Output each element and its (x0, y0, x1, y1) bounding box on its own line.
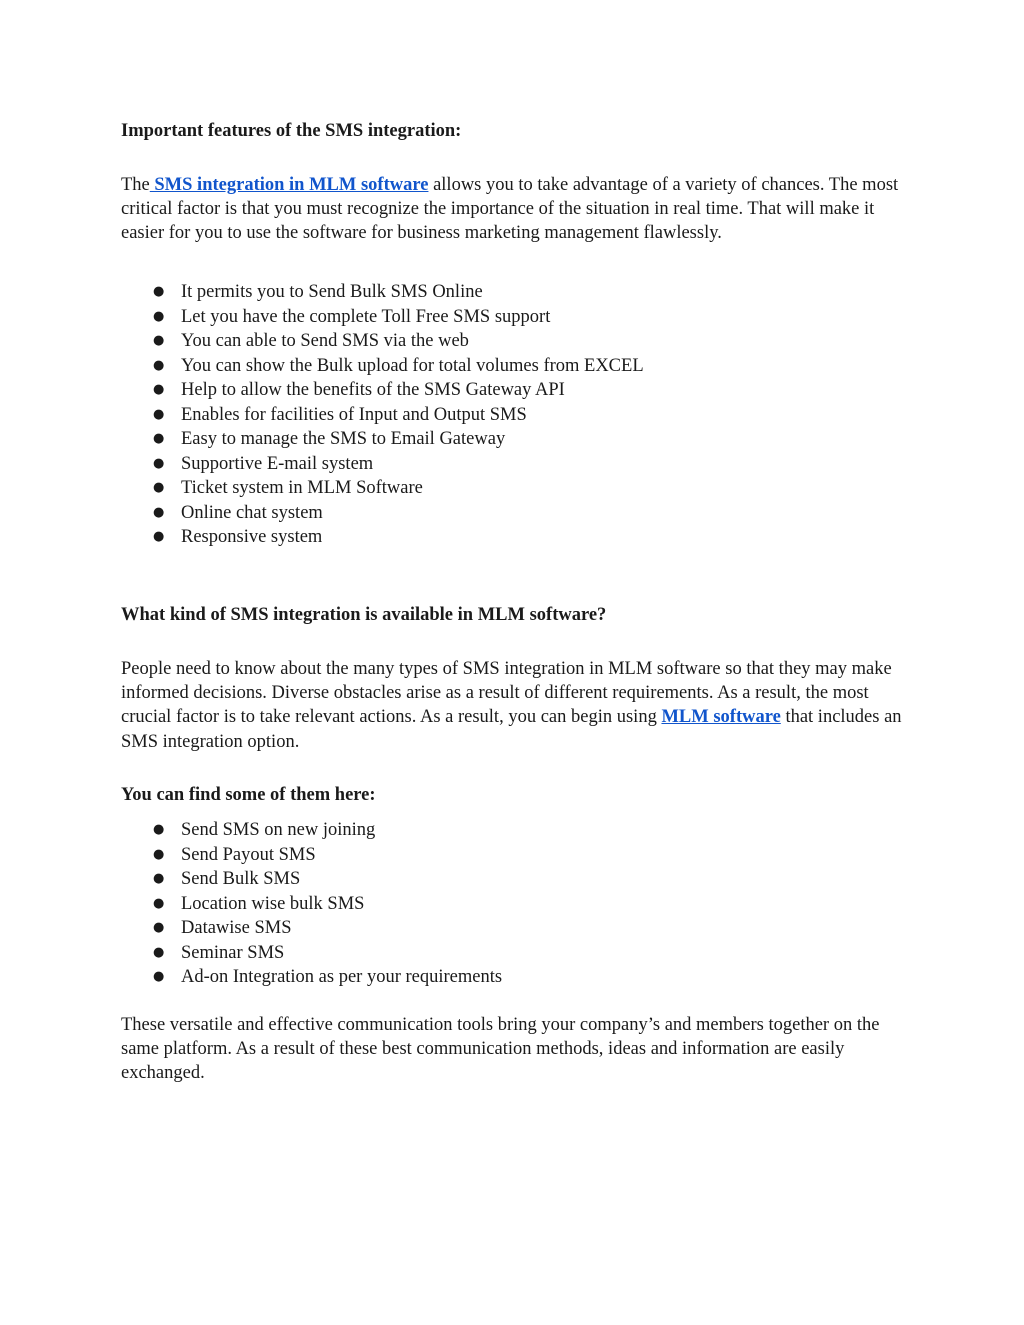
sms-type-list (121, 818, 502, 990)
bullet-icon: ● (153, 333, 165, 348)
bullet-icon: ● (153, 846, 165, 862)
list-item-text: Let you have the complete Toll Free SMS support (181, 306, 551, 327)
list-item-text: Online chat system (181, 502, 323, 523)
intro-suffix: allows you to take advantage of a variety of chances. The most critical factor is that you must recognize the importance of the situation in real time. That will make it easier for you to use the software for business marketing management flawlessly. (121, 175, 899, 244)
bullet-icon: ● (153, 284, 165, 299)
list-item-text: Send SMS on new joining (181, 820, 376, 840)
list-item-text: Datawise SMS (181, 918, 292, 938)
link-mlm-software[interactable]: MLM software (661, 707, 781, 728)
sms-type-list-item (121, 941, 502, 966)
bullet-icon: ● (153, 871, 165, 886)
list-item-text: Seminar SMS (181, 942, 285, 963)
feature-list-item (121, 427, 644, 452)
list-item-text: Ticket system in MLM Software (181, 478, 423, 498)
list-item-text: You can able to Send SMS via the web (181, 331, 469, 351)
sms-type-list-item (121, 843, 502, 868)
feature-list-item (121, 329, 644, 354)
sms-type-list-item (121, 867, 502, 892)
list-item-text: Enables for facilities of Input and Output SMS (181, 404, 527, 425)
list-item-text: Help to allow the benefits of the SMS Gateway API (181, 380, 565, 400)
list-item-text: It permits you to Send Bulk SMS Online (181, 282, 483, 302)
list-item-text: Send Bulk SMS (181, 869, 301, 889)
list-item-text: Location wise bulk SMS (181, 893, 365, 914)
list-item-text: You can show the Bulk upload for total volumes from EXCEL (181, 355, 644, 376)
bullet-icon: ● (153, 969, 165, 984)
bullet-icon: ● (153, 920, 165, 935)
sms-type-list-item (121, 965, 502, 990)
heading-sms-kinds: What kind of SMS integration is available in MLM software? (121, 605, 607, 625)
feature-list-item (121, 525, 644, 550)
intro-paragraph (121, 173, 911, 246)
list-item-text: Supportive E-mail system (181, 453, 374, 474)
heading-find-some: You can find some of them here: (121, 785, 376, 805)
bullet-icon: ● (153, 480, 165, 495)
list-item-text: Send Payout SMS (181, 844, 316, 865)
types-paragraph (121, 657, 911, 754)
bullet-icon: ● (153, 382, 165, 397)
bullet-icon: ● (153, 308, 165, 324)
sms-type-list-item (121, 916, 502, 941)
feature-list-item (121, 501, 644, 526)
closing-paragraph: These versatile and effective communication tools bring your company’s and members together on the same platform. As a result of these best communication methods, ideas and information are easily exchanged. (121, 1015, 880, 1084)
feature-list-item (121, 403, 644, 428)
sms-type-list-item (121, 892, 502, 917)
bullet-icon: ● (153, 822, 165, 837)
bullet-icon: ● (153, 357, 165, 373)
bullet-icon: ● (153, 944, 165, 960)
feature-list-item (121, 452, 644, 477)
feature-list-item (121, 354, 644, 379)
feature-list-item (121, 476, 644, 501)
types-prefix: People need to know about the many types of SMS integration in MLM software so that they may make informed decisions. Diverse obstacles arise as a result of different requirements. As a result, the most crucial factor is to take relevant actions. As a result, you can begin using (121, 659, 892, 728)
bullet-icon: ● (153, 431, 165, 446)
feature-list-item (121, 378, 644, 403)
intro-prefix: The (121, 175, 150, 195)
bullet-icon: ● (153, 504, 165, 520)
list-item-text: Easy to manage the SMS to Email Gateway (181, 429, 506, 449)
heading-sms-features: Important features of the SMS integration: (121, 121, 462, 141)
bullet-icon: ● (153, 529, 165, 544)
feature-list-item (121, 305, 644, 330)
list-item-text: Ad-on Integration as per your requirements (181, 967, 503, 987)
bullet-icon: ● (153, 455, 165, 471)
feature-list (121, 280, 644, 550)
list-item-text: Responsive system (181, 527, 323, 547)
types-suffix: that includes an SMS integration option. (121, 707, 902, 752)
feature-list-item (121, 280, 644, 305)
sms-type-list-item (121, 818, 502, 843)
link-sms-integration[interactable]: SMS integration in MLM software (149, 175, 429, 195)
bullet-icon: ● (153, 895, 165, 911)
bullet-icon: ● (153, 406, 165, 422)
